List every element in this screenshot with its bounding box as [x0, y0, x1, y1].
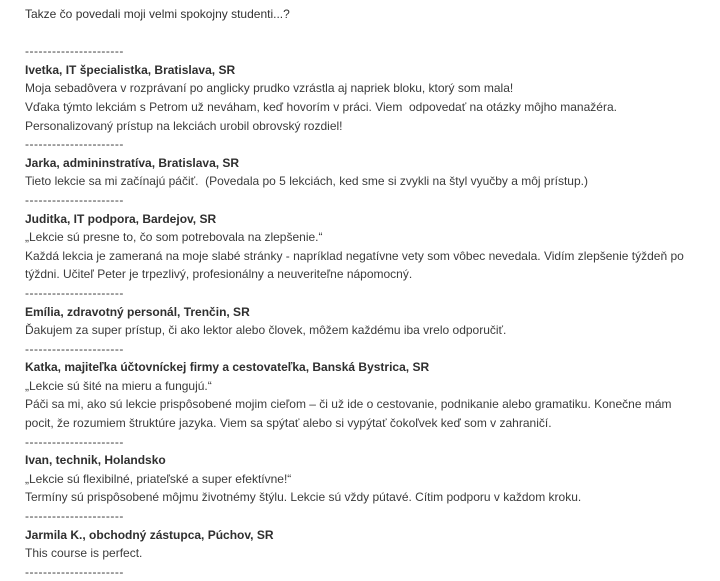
- testimonial-line: pocit, že rozumiem štruktúre jazyka. Viem sa spýtať alebo si vypýtať čokoľvek keď som v zahraničí.: [25, 416, 552, 431]
- separator: ----------------------: [25, 192, 124, 207]
- separator: ----------------------: [25, 341, 124, 356]
- testimonial-line: Tieto lekcie sa mi začínajú páčiť. (Povedala po 5 lekciách, ked sme si zvykli na štyl vyučby a môj prístup.): [25, 174, 588, 189]
- testimonial-line: „Lekcie sú presne to, čo som potrebovala na zlepšenie.“: [25, 230, 323, 245]
- separator: ----------------------: [25, 285, 124, 300]
- testimonial-line: Termíny sú prispôsobené môjmu životnémy štýlu. Lekcie sú vždy pútavé. Cítim podporu v každom kroku.: [25, 490, 582, 505]
- testimonial-header: Katka, majiteľka účtovníckej firmy a cestovateľka, Banská Bystrica, SR: [25, 360, 430, 375]
- testimonial-line: týždni. Učiteľ Peter je trpezlivý, profesionálny a neuveriteľne nápomocný.: [25, 267, 413, 282]
- separator: ----------------------: [25, 434, 124, 449]
- testimonial-line: Personalizovaný prístup na lekciách urobil obrovský rozdiel!: [25, 118, 343, 133]
- testimonial-header: Ivan, technik, Holandsko: [25, 453, 166, 468]
- separator: ----------------------: [25, 509, 124, 524]
- testimonial-header: Emília, zdravotný personál, Trenčin, SR: [25, 304, 250, 319]
- testimonial-line: Páči sa mi, ako sú lekcie prispôsobené mojim cieľom – či už ide o cestovanie, podnikanie alebo gramatiku. Konečne mám: [25, 397, 672, 412]
- separator: ----------------------: [25, 564, 124, 579]
- testimonial-header: Ivetka, IT špecialistka, Bratislava, SR: [25, 62, 236, 77]
- testimonial-line: Moja sebadôvera v rozprávaní po anglicky prudko vzrástla aj napriek bloku, ktorý som mala!: [25, 81, 514, 96]
- testimonial-header: Jarmila K., obchodný zástupca, Púchov, SR: [25, 527, 274, 542]
- testimonial-line: This course is perfect.: [25, 546, 143, 561]
- separator: ----------------------: [25, 137, 124, 152]
- page-title: Takze čo povedali moji velmi spokojny studenti...?: [25, 7, 290, 21]
- testimonial-line: „Lekcie sú šité na mieru a fungujú.“: [25, 378, 212, 393]
- testimonials-list: [25, 42, 710, 581]
- testimonial-line: „Lekcie sú flexibilné, priateľské a super efektívne!“: [25, 471, 292, 486]
- blank-line: [25, 24, 710, 43]
- testimonial-header: Juditka, IT podpora, Bardejov, SR: [25, 211, 217, 226]
- testimonial-header: Jarka, admininstratíva, Bratislava, SR: [25, 155, 240, 170]
- testimonial-line: Každá lekcia je zameraná na moje slabé stránky - napríklad negatívne vety som vôbec nevedala. Vidím zlepšenie týždeň po: [25, 248, 684, 263]
- testimonial-line: Vďaka týmto lekciám s Petrom už neváham, keď hovorím v práci. Viem odpovedať na otázky môjho manažéra.: [25, 99, 617, 114]
- separator: ----------------------: [25, 44, 124, 59]
- testimonial-line: Ďakujem za super prístup, či ako lektor alebo človek, môžem každému iba vrelo odporučiť.: [25, 323, 507, 338]
